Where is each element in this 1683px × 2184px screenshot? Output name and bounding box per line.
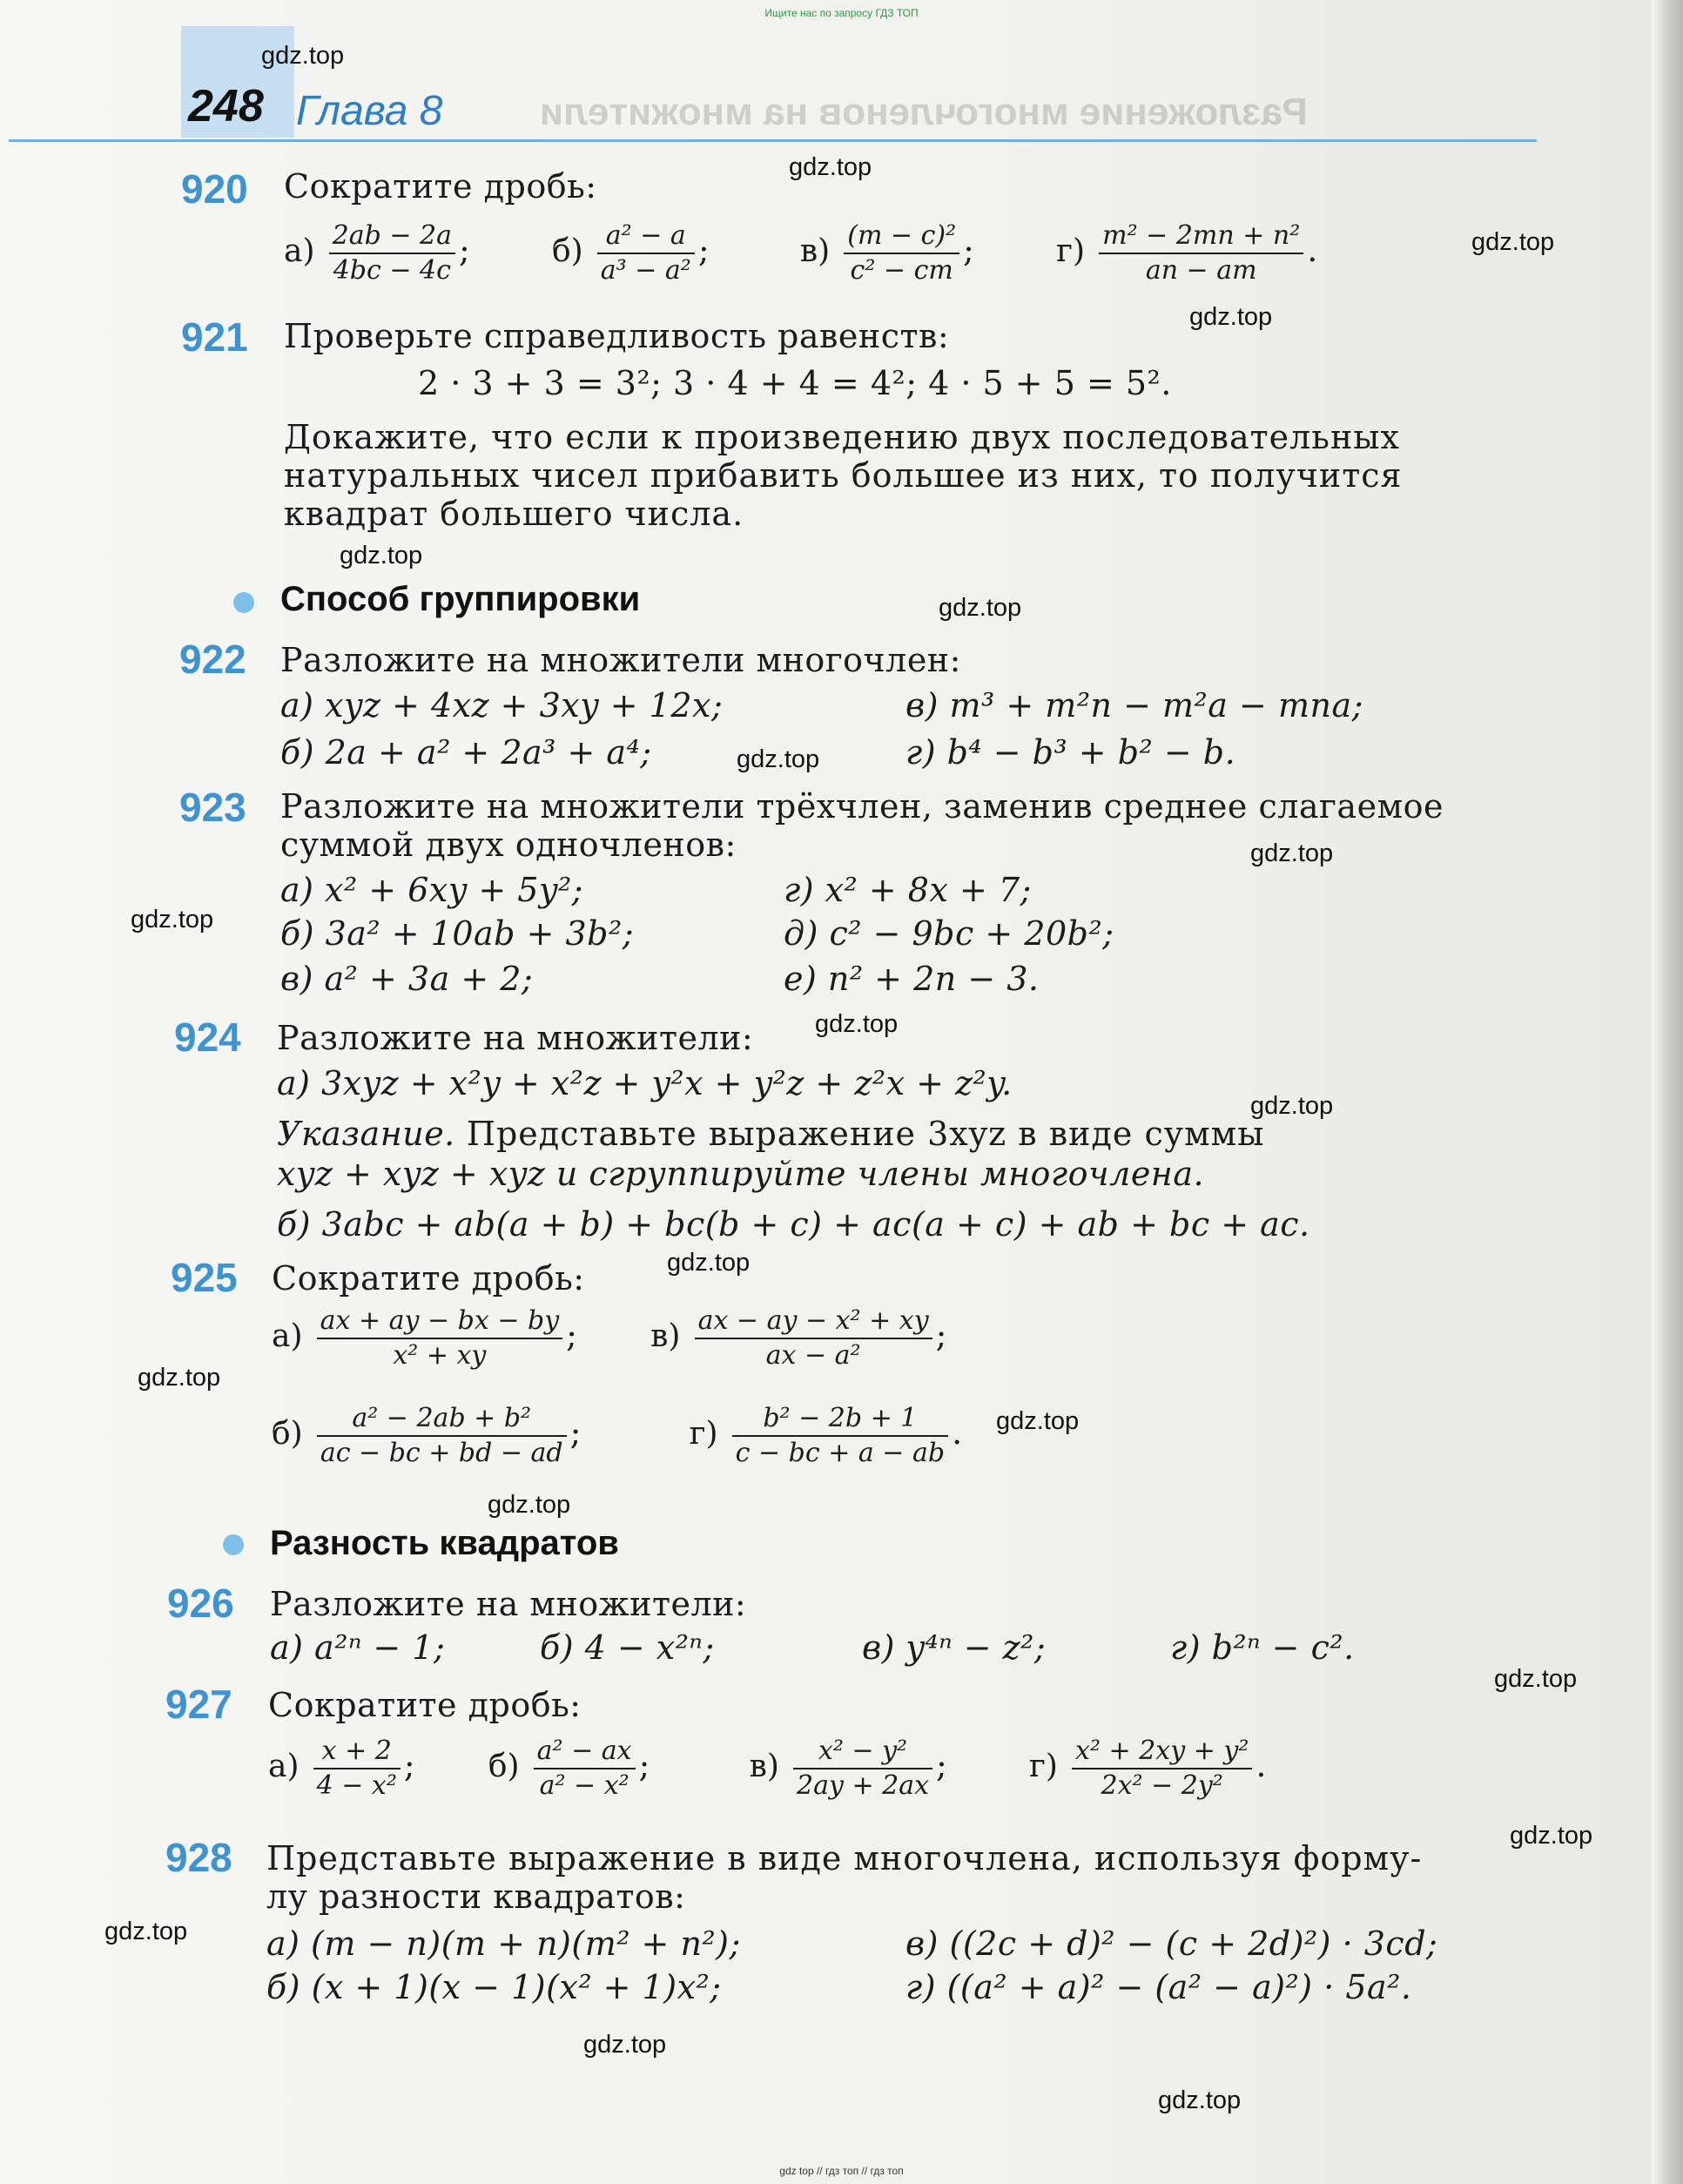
task-item: б) (x + 1)(x − 1)(x² + 1)x²; (266, 1968, 722, 2006)
task-item: б) 4 − x²ⁿ; (540, 1628, 715, 1667)
section-title: Разность квадратов (270, 1524, 619, 1562)
exercise-task: Разложите на множители многочлен: (280, 641, 961, 679)
fraction: $\frac{ax + ay - bx - by}{\text{x² + xy}}$ (317, 1304, 563, 1372)
task-item: в) a² + 3a + 2; (280, 960, 534, 998)
fraction: $\frac{\text{a² − ax}}{\text{a² − x²}}$ (534, 1735, 636, 1802)
page-number: 248 (188, 81, 264, 131)
watermark: gdz.top (1250, 1092, 1334, 1120)
exercise-task: Разложите на множители трёхчлен, заменив среднее слагаемое (280, 787, 1444, 826)
exercise-task: Сократите дробь: (272, 1259, 585, 1298)
watermark: gdz.top (131, 906, 214, 934)
exercise-number: 920 (181, 166, 248, 212)
task-item: а) 3xyz + x²y + x²z + y²x + y²z + z²x + z²y. (277, 1064, 1013, 1102)
exercise-task: Сократите дробь: (284, 167, 597, 206)
bottom-note: gdz top // гдз топ // гдз топ (779, 2165, 904, 2177)
exercise-task: лу разности квадратов: (266, 1877, 686, 1916)
watermark: gdz.top (1510, 1822, 1593, 1850)
watermark: gdz.top (104, 1918, 188, 1945)
watermark: gdz.top (789, 153, 872, 181)
watermark: gdz.top (996, 1407, 1080, 1435)
task-item: в) y⁴ⁿ − z²; (862, 1628, 1047, 1667)
fraction: $\frac{\text{x² + 2xy + y²}}{\text{2x² − 2y²}}$ (1072, 1735, 1252, 1802)
task-item: е) n² + 2n − 3. (784, 960, 1040, 998)
top-note: Ищите нас по запросу ГДЗ ТОП (764, 7, 919, 19)
fraction: $\frac{\text{m² − 2mn + n²}}{an - am}$ (1099, 219, 1303, 286)
watermark: gdz.top (1158, 2086, 1242, 2114)
watermark: gdz.top (667, 1249, 751, 1277)
watermark: gdz.top (1471, 228, 1555, 256)
exercise-number: 924 (174, 1014, 241, 1060)
text-line: натуральных чисел прибавить большее из них, то получится (284, 456, 1403, 495)
fraction: $\frac{2ab - 2a}{4bc - 4c}$ (329, 219, 455, 286)
fraction: $\frac{\text{b² − 2b + 1}}{c - bc + a - ab}$ (732, 1402, 948, 1469)
watermark: gdz.top (1189, 303, 1273, 331)
watermark: gdz.top (340, 542, 423, 570)
task-item: г) b⁴ − b³ + b² − b. (905, 733, 1236, 772)
fraction: $\frac{\text{ax − ay − x² + xy}}{\text{ax − a²}}$ (695, 1304, 932, 1372)
exercise-number: 925 (171, 1255, 238, 1300)
fraction-row: а) $\frac{x + 2}{\text{4 − x²}}$ ; б) $\frac{\text{a² − ax}}{\text{a² − x²}}$ ; в) $\frac{\text{x² − y²}}{2ay + 2ax}$ ; г) $\frac{\text{x² + 2xy + y²}}{\text{2x² − 2y²}}$ . (268, 1736, 1267, 1801)
exercise-task: суммой двух одночленов: (280, 826, 737, 864)
task-item: в) m³ + m²n − m²a − mna; (905, 686, 1363, 725)
watermark: gdz.top (1250, 839, 1334, 867)
fraction: $\frac{\text{a² − a}}{\text{a³ − a²}}$ (597, 219, 695, 286)
task-item: г) x² + 8x + 7; (784, 871, 1032, 909)
fraction: $\frac{\text{x² − y²}}{2ay + 2ax}$ (793, 1735, 932, 1802)
exercise-task: Проверьте справедливость равенств: (284, 317, 950, 355)
watermark: gdz.top (583, 2031, 667, 2059)
header-rule (9, 139, 1537, 142)
task-item: д) c² − 9bc + 20b²; (784, 914, 1114, 953)
fraction-row: а) $\frac{2ab - 2a}{4bc - 4c}$ ; б) $\frac{\text{a² − a}}{\text{a³ − a²}}$ ; в) $\frac{\text{(m − c)²}}{\text{c² − cm}}$ ; г) $\frac{\text{m² − 2mn + n²}}{an - am}$ . (284, 220, 1318, 286)
watermark: gdz.top (138, 1364, 221, 1392)
exercise-number: 927 (165, 1682, 232, 1727)
task-item: б) 3a² + 10ab + 3b²; (280, 914, 635, 953)
chapter-title: Глава 8 (296, 88, 443, 134)
watermark: gdz.top (488, 1491, 571, 1519)
hint-label: Указание. (277, 1115, 455, 1153)
task-item: в) ((2c + d)² − (c + 2d)²) · 3cd; (905, 1924, 1438, 1963)
exercise-number: 922 (179, 637, 246, 682)
watermark: gdz.top (815, 1010, 899, 1038)
exercise-number: 926 (167, 1581, 234, 1626)
exercise-task: Разложите на множители: (270, 1585, 747, 1623)
reverse-page-title: Разложение многочленов на множители (540, 91, 1308, 133)
exercise-task: Представьте выражение в виде многочлена, используя форму- (266, 1839, 1423, 1877)
exercise-number: 921 (181, 314, 248, 360)
watermark: gdz.top (1494, 1665, 1578, 1693)
task-item: а) xyz + 4xz + 3xy + 12x; (280, 686, 724, 725)
section-bullet (223, 1534, 244, 1555)
hint-line: xyz + xyz + xyz и сгруппируйте члены многочлена. (277, 1155, 1205, 1193)
task-item: г) b²ⁿ − c². (1170, 1628, 1355, 1667)
task-item: б) 2a + a² + 2a³ + a⁴; (280, 733, 652, 772)
exercise-task: Сократите дробь: (268, 1686, 582, 1724)
task-item: а) a²ⁿ − 1; (270, 1628, 446, 1667)
task-item: б) 3abc + ab(a + b) + bc(b + c) + ac(a + c) + ab + bc + ac. (277, 1205, 1310, 1244)
book-spine (1652, 0, 1683, 2184)
task-item: а) (m − n)(m + n)(m² + n²); (266, 1924, 741, 1963)
fraction: $\frac{x + 2}{\text{4 − x²}}$ (313, 1735, 401, 1802)
exercise-task: Разложите на множители: (277, 1019, 754, 1057)
watermark: gdz.top (939, 594, 1022, 622)
exercise-number: 928 (165, 1835, 232, 1880)
exercise-number: 923 (179, 785, 246, 830)
task-item: г) ((a² + a)² − (a² − a)²) · 5a². (905, 1968, 1412, 2006)
fraction: $\frac{\text{a² − 2ab + b²}}{ac - bc + bd - ad}$ (317, 1402, 567, 1469)
watermark: gdz.top (261, 42, 345, 70)
equation-line: 2 · 3 + 3 = 3²; 3 · 4 + 4 = 4²; 4 · 5 + 5 = 5². (418, 364, 1172, 402)
text-line: квадрат большего числа. (284, 495, 744, 533)
task-item: а) x² + 6xy + 5y²; (280, 871, 583, 909)
section-title: Способ группировки (280, 580, 641, 618)
fraction: $\frac{\text{(m − c)²}}{\text{c² − cm}}$ (844, 219, 959, 286)
fraction-row: а) $\frac{ax + ay - bx - by}{\text{x² + xy}}$ ; в) $\frac{\text{ax − ay − x² + xy}}{\text{ax − a²}}$ ; (272, 1305, 947, 1371)
hint-line: Указание. Представьте выражение 3xyz в виде суммы (277, 1115, 1265, 1153)
text-line: Докажите, что если к произведению двух последовательных (284, 418, 1400, 456)
watermark: gdz.top (737, 745, 820, 773)
section-bullet (233, 592, 254, 613)
fraction-row: б) $\frac{\text{a² − 2ab + b²}}{ac - bc + bd - ad}$ ; г) $\frac{\text{b² − 2b + 1}}{c - bc + a - ab}$ . (272, 1403, 963, 1468)
